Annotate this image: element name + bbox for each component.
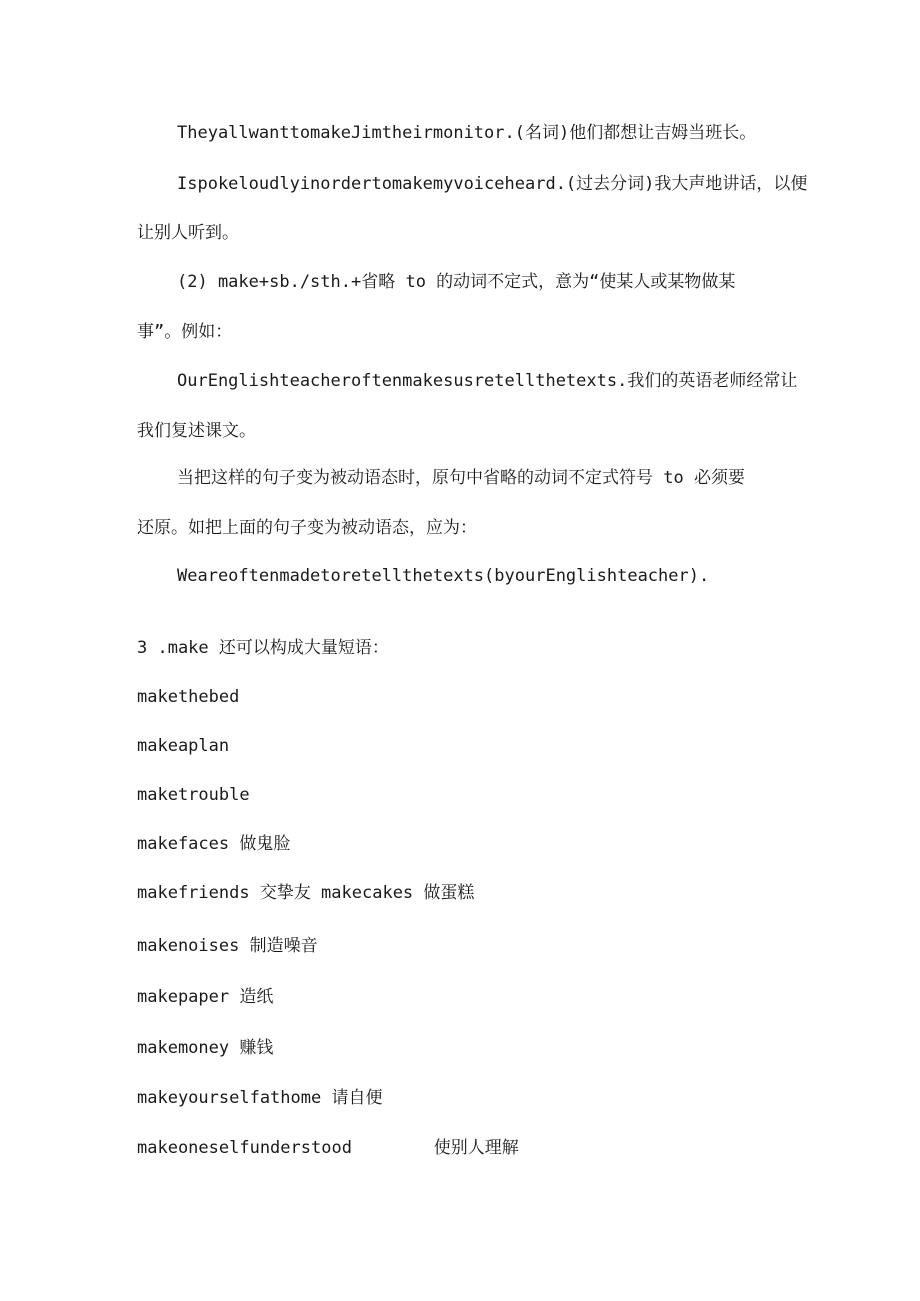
phrase-item: makenoises 制造噪音	[137, 936, 318, 956]
phrase-item: makefaces 做鬼脸	[137, 834, 291, 854]
example-sentence-past-participle: Ispokeloudlyinordertomakemyvoiceheard.(过去分词)我大声地讲话，以便	[177, 174, 808, 194]
example-sentence-retell: OurEnglishteacheroftenmakesusretellthetexts.我们的英语老师经常让	[177, 371, 798, 391]
rule-make-infinitive-continuation: 事”。例如：	[137, 322, 233, 342]
section-heading: 3 .make 还可以构成大量短语：	[137, 638, 389, 658]
phrase-item: makemoney 赚钱	[137, 1038, 274, 1058]
example-sentence-continuation: 让别人听到。	[137, 223, 239, 243]
example-sentence-noun: TheyallwanttomakeJimtheirmonitor.(名词)他们都想让吉姆当班长。	[177, 123, 757, 143]
phrase-item: makeoneselfunderstood 使别人理解	[137, 1138, 519, 1158]
phrase-item: makefriends 交挚友 makecakes 做蛋糕	[137, 883, 475, 903]
passive-voice-note-continuation: 还原。如把上面的句子变为被动语态，应为：	[137, 518, 477, 538]
phrase-item: makeaplan	[137, 736, 230, 756]
passive-voice-note: 当把这样的句子变为被动语态时，原句中省略的动词不定式符号 to 必须要	[177, 468, 745, 488]
passive-example-sentence: Weareoftenmadetoretellthetexts(byourEnglishteacher).	[177, 566, 710, 586]
phrase-item: makeyourselfathome 请自便	[137, 1088, 383, 1108]
example-sentence-retell-continuation: 我们复述课文。	[137, 421, 256, 441]
phrase-item: makethebed	[137, 687, 240, 707]
rule-make-infinitive: (2) make+sb./sth.+省略 to 的动词不定式，意为“使某人或某物做某	[177, 272, 736, 292]
phrase-item: maketrouble	[137, 785, 250, 805]
phrase-item: makepaper 造纸	[137, 987, 274, 1007]
